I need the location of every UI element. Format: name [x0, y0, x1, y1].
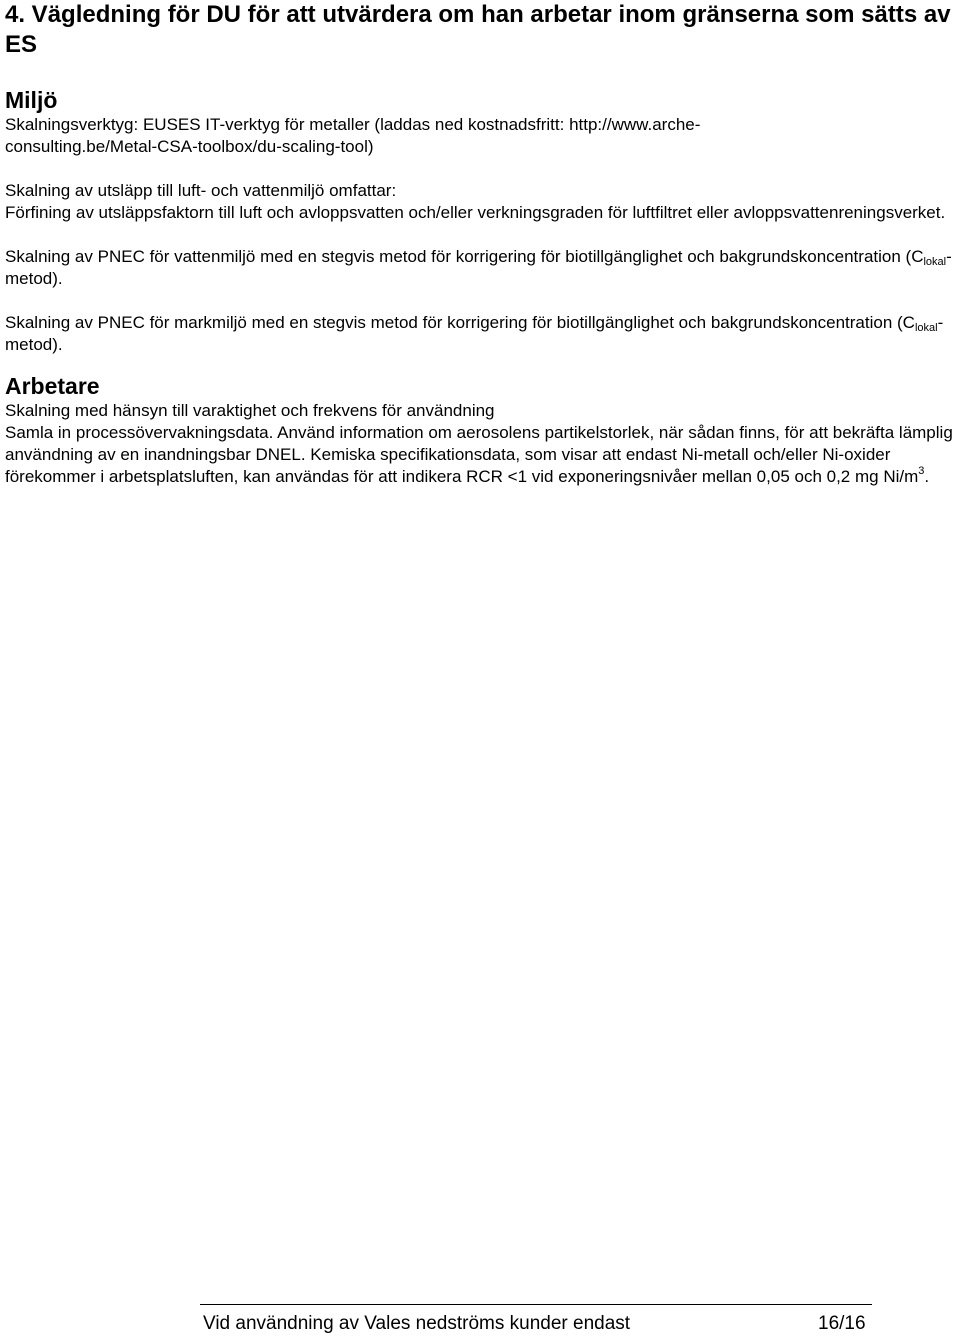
document-page	[5, 0, 955, 488]
section-heading-arbetare: Arbetare	[5, 373, 100, 399]
pnec-soil-end: -metod).	[5, 313, 944, 354]
worker-body-text: Samla in processövervakningsdata. Använd information om aerosolens partikelstorlek, när sådan finns, för att bekräfta lämplig användning av en inandningsbar DNEL. Kemiska specifikationsdata, som visar att endast Ni-metall och/eller Ni-oxider förekommer i arbetsplatsluften, kan användas för att indikera RCR <1 vid exponeringsnivåer mellan 0,05 och 0,2 mg Ni/m	[5, 423, 953, 486]
section-heading-miljo: Miljö	[5, 87, 58, 113]
tool-line: Skalningsverktyg: EUSES IT-verktyg för metaller (laddas ned kostnadsfritt: http://www.arche-	[5, 115, 701, 134]
page-number: 16/16	[818, 1313, 866, 1334]
emission-intro: Skalning av utsläpp till luft- och vattenmiljö omfattar:	[5, 181, 397, 200]
worker-body-paragraph	[5, 422, 955, 488]
page-footer	[200, 1304, 872, 1335]
pnec-soil-paragraph	[5, 312, 955, 356]
worker-body-superscript: 3	[918, 465, 925, 477]
pnec-soil-subscript: lokal	[914, 322, 938, 334]
pnec-soil-text: Skalning av PNEC för markmiljö med en stegvis metod för korrigering för biotillgänglighet och bakgrundskoncentration (C	[5, 313, 915, 332]
footer-note: Vid användning av Vales nedströms kunder endast	[203, 1313, 631, 1334]
document-title: 4. Vägledning för DU för att utvärdera om han arbetar inom gränserna som sätts av ES	[5, 1, 951, 58]
worker-body-end: .	[924, 467, 930, 486]
pnec-water-text: Skalning av PNEC för vattenmiljö med en stegvis metod för korrigering för biotillgänglighet och bakgrundskoncentration (C	[5, 247, 924, 266]
pnec-water-end: -metod).	[5, 247, 952, 288]
tool-line-continued: consulting.be/Metal-CSA-toolbox/du-scaling-tool)	[5, 137, 374, 156]
emission-detail: Förfining av utsläppsfaktorn till luft och avloppsvatten och/eller verkningsgraden för luftfiltret eller avloppsvattenreningsverket.	[5, 203, 946, 222]
pnec-water-subscript: lokal	[923, 256, 947, 268]
pnec-water-paragraph	[5, 246, 955, 290]
worker-scaling-line: Skalning med hänsyn till varaktighet och frekvens för användning	[5, 401, 495, 420]
